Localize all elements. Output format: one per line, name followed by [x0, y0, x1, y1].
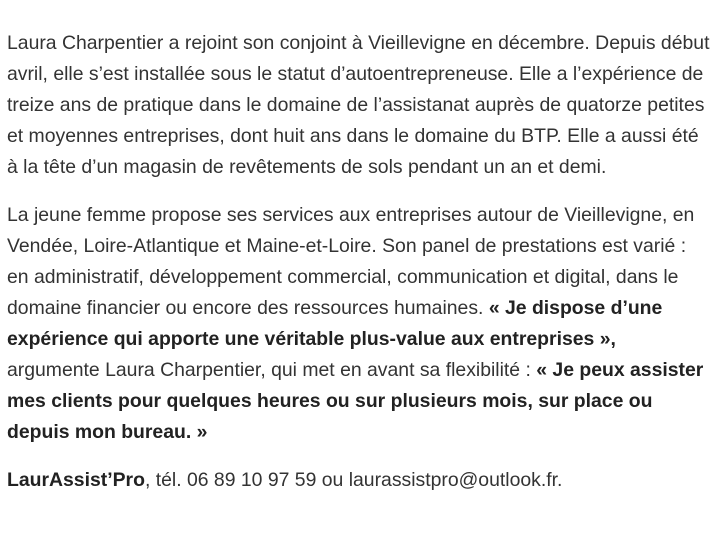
quote-experience: « Je dispose d’une expérience qui apporte une véritable plus-value aux entreprises », [7, 297, 663, 350]
company-name: LaurAssist’Pro [7, 469, 145, 491]
quote-flexibility: « Je peux assister mes clients pour quelques heures ou sur plusieurs mois, sur place ou depuis mon bureau. » [7, 359, 704, 443]
contact-details: , tél. 06 89 10 97 59 ou laurassistpro@outlook.fr. [144, 469, 563, 491]
attribution-text: argumente Laura Charpentier, qui met en avant sa flexibilité : [7, 359, 537, 381]
paragraph-services [7, 200, 710, 448]
paragraph-contact [7, 465, 710, 496]
services-text: La jeune femme propose ses services aux entreprises autour de Vieillevigne, en Vendée, Loire-Atlantique et Maine-et-Loire. Son panel de prestations est varié : en administratif, développement commercial, communication et digital, dans le domaine financier ou encore des ressources humaines. [7, 204, 695, 319]
paragraph-intro: Laura Charpentier a rejoint son conjoint à Vieillevigne en décembre. Depuis début avril, elle s’est installée sous le statut d’autoentrepreneuse. Elle a l’expérience de treize ans de pratique dans le domaine de l’assistanat auprès de quatorze petites et moyennes entreprises, dont huit ans dans le domaine du BTP. Elle a aussi été à la tête d’un magasin de revêtements de sols pendant un an et demi. [7, 32, 710, 178]
